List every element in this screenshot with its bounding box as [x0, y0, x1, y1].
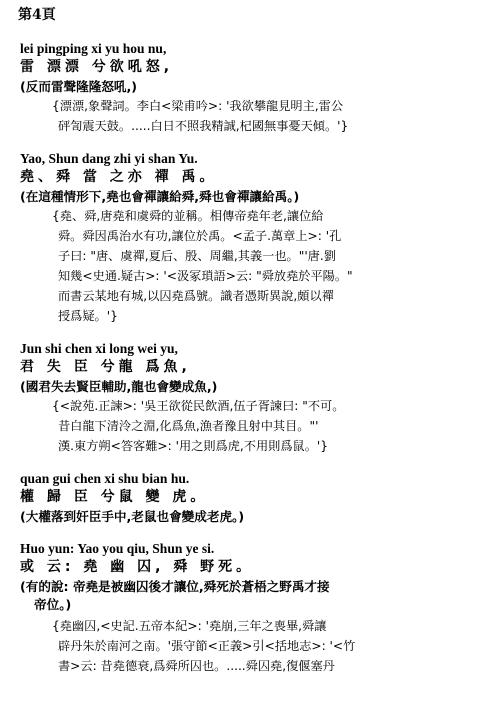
pinyin-line: lei pingping xi yu hou nu, — [20, 41, 167, 56]
pinyin-line: quan gui chen xi shu bian hu. — [20, 471, 190, 486]
chinese-verse: 或 云: 堯 幽 囚, 舜 野死。 — [20, 559, 255, 575]
translation: (大權落到奸臣手中,老鼠也會變成老虎。) — [20, 509, 245, 524]
translation: (國君失去賢臣輔助,龍也會變成魚,) — [20, 379, 218, 394]
translation-continued: 帝位。) — [34, 597, 72, 612]
chinese-verse: 堯、舜 當 之亦 禪 禹。 — [20, 169, 218, 185]
annotation-line: 昔白龍下清泠之淵,化爲魚,漁者豫且射中其目。"' — [58, 419, 319, 433]
annotation-line: 知幾<史通.疑古>: '<汲冢瑣語>云: "舜放堯於平陽。" — [58, 269, 353, 283]
annotation-line: 舜。舜因禹治水有功,讓位於禹。<孟子.萬章上>: '孔 — [58, 229, 342, 243]
annotation-line: 授爲疑。'} — [58, 309, 118, 323]
pinyin-line: Huo yun: Yao you qiu, Shun ye si. — [20, 541, 215, 556]
translation: (在這種情形下,堯也會禪讓給舜,舜也會禪讓給禹。) — [20, 189, 300, 204]
annotation-line: 書>云: 昔堯德衰,爲舜所囚也。.....舜囚堯,復偃塞丹 — [58, 659, 335, 673]
translation: (反而雷聲隆隆怒吼,) — [20, 79, 138, 94]
annotation-line: 漢.東方朔<答客難>: '用之則爲虎,不用則爲鼠。'} — [58, 439, 328, 453]
annotation-line: {堯、舜,唐堯和虞舜的並稱。相傳帝堯年老,讓位給 — [52, 209, 324, 223]
pinyin-line: Yao, Shun dang zhi yi shan Yu. — [20, 151, 198, 166]
chinese-verse: 權 歸 臣 兮鼠 變 虎。 — [20, 489, 209, 505]
annotation-line: 辟丹朱於南河之南。'張守節<正義>引<括地志>: '<竹 — [58, 639, 356, 653]
annotation-line: {<說苑.正諫>: '吳王欲從民飲酒,伍子胥諫曰: "不可。 — [52, 399, 345, 413]
chinese-verse: 雷 漂漂 兮欲吼怒, — [20, 59, 174, 75]
page-number: 第4頁 — [18, 7, 56, 23]
annotation-line: 子曰: "唐、虞禪,夏后、殷、周繼,其義一也。"'唐.劉 — [58, 249, 336, 263]
annotation-line: {漂漂,象聲詞。李白<梁甫吟>: '我欲攀龍見明主,雷公 — [52, 99, 344, 113]
annotation-line: 而書云某地有城,以囚堯爲號。識者憑斯異說,頗以禪 — [58, 289, 334, 303]
chinese-verse: 君 失 臣 兮龍 爲魚, — [20, 359, 191, 375]
annotation-line: 砰訇震天鼓。.....白日不照我精誠,杞國無事憂天傾。'} — [58, 119, 349, 133]
pinyin-line: Jun shi chen xi long wei yu, — [20, 341, 178, 356]
translation: (有的說: 帝堯是被幽囚後才讓位,舜死於蒼梧之野禹才接 — [20, 579, 330, 594]
annotation-line: {堯幽囚,<史記.五帝本紀>: '堯崩,三年之喪畢,舜讓 — [52, 619, 327, 633]
